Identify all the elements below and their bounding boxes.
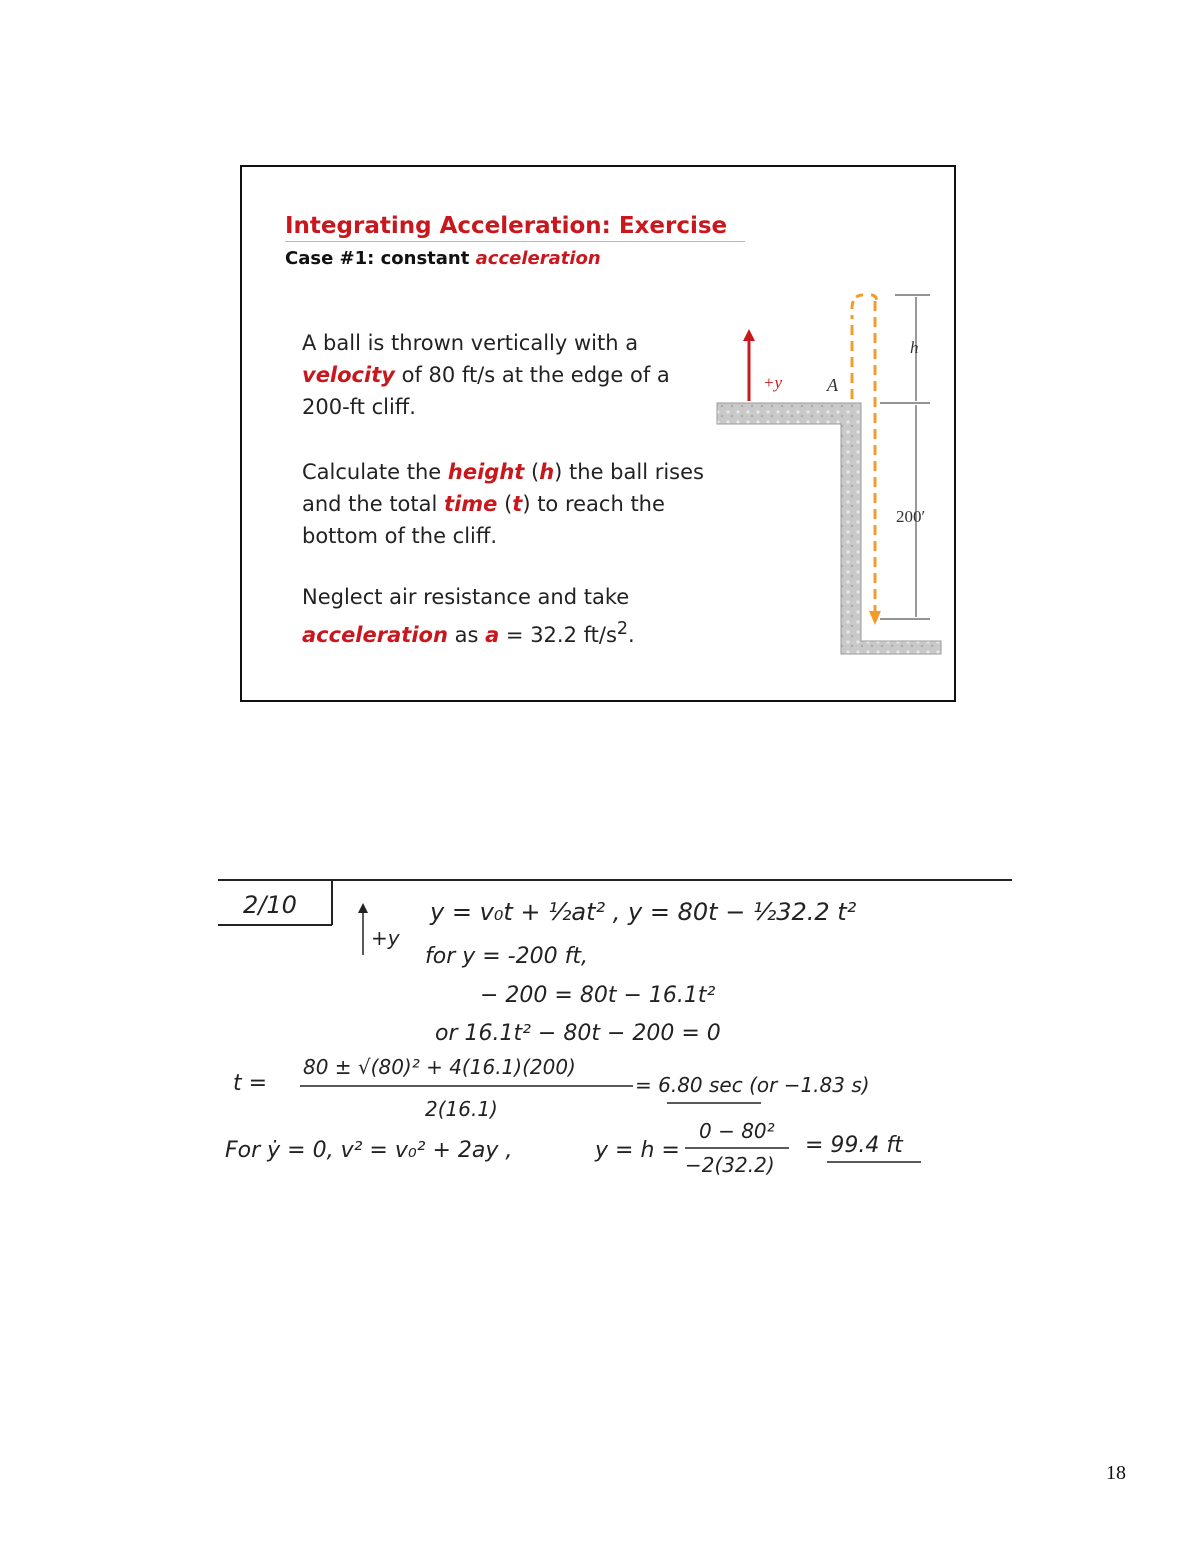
slide-subtitle: [285, 248, 601, 269]
cliff-diagram: [715, 289, 945, 659]
point-A-label: A: [827, 375, 838, 395]
equation-line-4: or 16.1t² − 80t − 200 = 0: [435, 1021, 721, 1046]
para1-emphasis-velocity: velocity: [302, 363, 395, 387]
depth-dimension-label: 200′: [896, 507, 926, 526]
y-axis-label: +y: [763, 373, 783, 392]
para2-emphasis-time: time: [444, 492, 498, 516]
para2-variable-t: t: [512, 492, 523, 516]
axis-arrowhead: [358, 903, 368, 913]
para2-text-2: (: [524, 460, 540, 484]
handwritten-solution: [215, 860, 1015, 1190]
problem-number: 2/10: [243, 891, 297, 919]
t-lhs: t =: [233, 1071, 268, 1096]
para1-text-1: A ball is thrown vertically with a: [302, 331, 639, 355]
h-dimension-label: h: [910, 338, 919, 357]
para2-variable-h: h: [539, 460, 555, 484]
para2-text-4: (: [497, 492, 513, 516]
subtitle-prefix: Case #1: constant: [285, 248, 476, 269]
para3-text-3: = 32.2 ft/s: [499, 623, 617, 647]
para2-text-5: ) to reach the bottom of the cliff.: [302, 492, 665, 548]
equation-line-3: − 200 = 80t − 16.1t²: [480, 983, 716, 1008]
equation-line-2: for y = -200 ft,: [425, 944, 588, 969]
t-denominator: 2(16.1): [425, 1097, 498, 1121]
slide-frame: [240, 165, 956, 702]
ball-path-arrowhead: [869, 611, 881, 625]
page-number: 18: [1106, 1462, 1126, 1484]
para3-text-1: Neglect air resistance and take: [302, 585, 630, 609]
subtitle-emphasis: acceleration: [475, 248, 601, 269]
h-denominator: −2(32.2): [685, 1153, 775, 1177]
t-numerator: 80 ± √(80)² + 4(16.1)(200): [303, 1055, 576, 1079]
slide-title: Integrating Acceleration: Exercise: [285, 213, 728, 239]
axis-label: +y: [371, 926, 400, 950]
task-statement: [302, 456, 722, 552]
h-numerator: 0 − 80²: [699, 1119, 775, 1143]
para2-text-3: ) the ball rises and the total: [302, 460, 704, 516]
title-underline: [285, 241, 745, 242]
equation-line-1: y = v₀t + ½at² , y = 80t − ½32.2 t²: [430, 898, 857, 926]
problem-statement: [302, 327, 722, 423]
h-result: = 99.4 ft: [805, 1133, 903, 1158]
cliff-shape: [717, 403, 941, 654]
para3-text-2: as: [447, 623, 486, 647]
para2-text-1: Calculate the: [302, 460, 448, 484]
h-lhs: y = h =: [595, 1138, 680, 1163]
para3-emphasis-acceleration: acceleration: [302, 623, 448, 647]
para2-emphasis-height: height: [447, 460, 525, 484]
t-result: = 6.80 sec (or −1.83 s): [635, 1073, 870, 1097]
assumption-statement: [302, 581, 722, 651]
ball-path-apex: [852, 295, 877, 309]
para3-variable-a: a: [485, 623, 500, 647]
para3-superscript: 2: [616, 619, 629, 639]
y-axis-arrowhead: [743, 329, 755, 341]
equation-line-6: For ẏ = 0, v² = v₀² + 2ay ,: [225, 1138, 513, 1163]
para1-text-2: of 80 ft/s at the edge of a 200-ft cliff.: [302, 363, 670, 419]
para3-text-4: .: [628, 623, 635, 647]
